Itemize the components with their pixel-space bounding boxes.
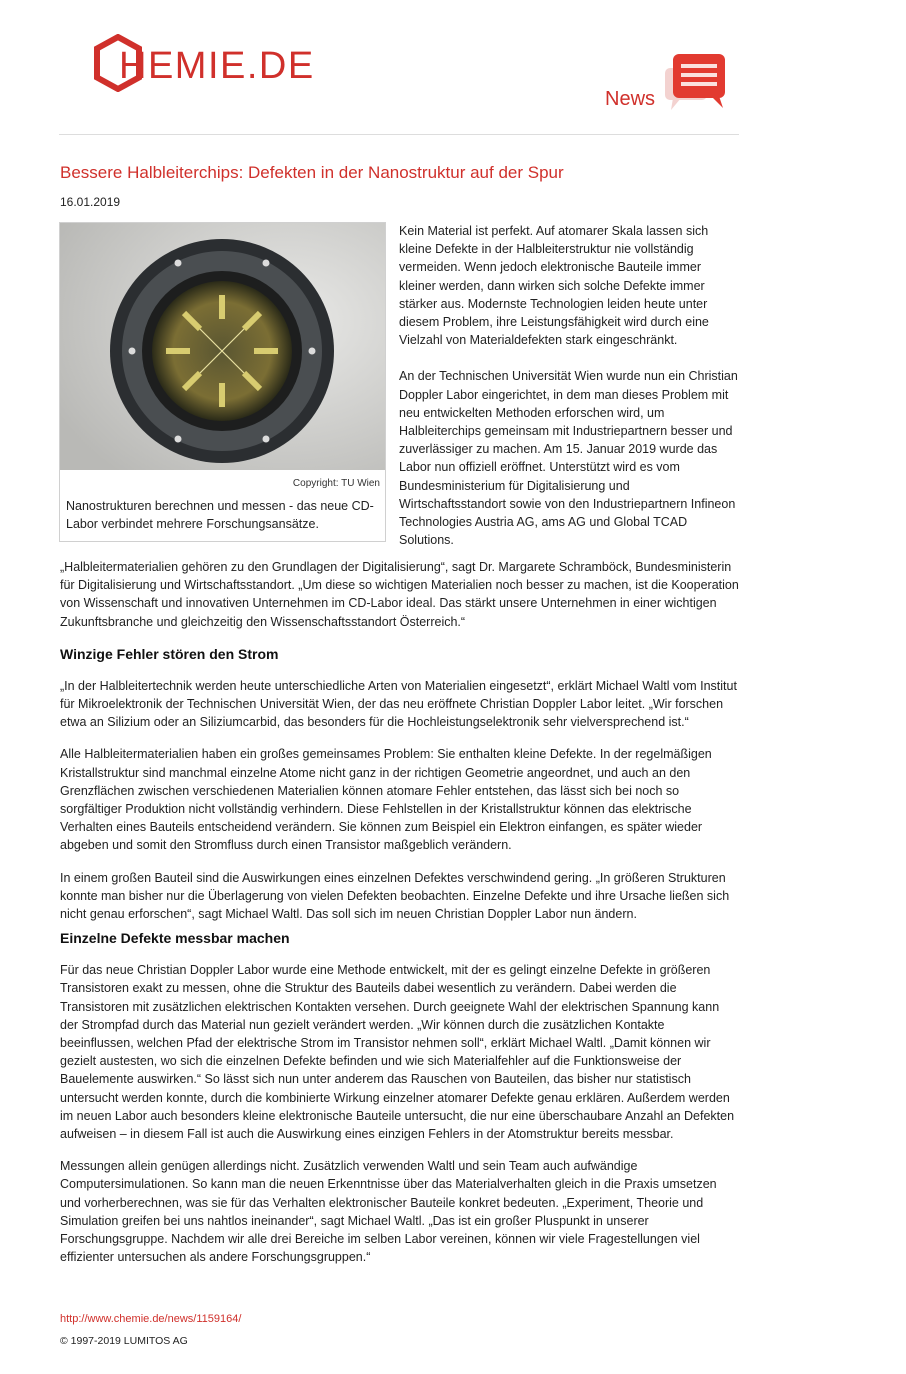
speech-bubble-icon bbox=[663, 54, 737, 116]
site-logo[interactable] bbox=[92, 34, 337, 92]
paragraph: „Halbleitermaterialien gehören zu den Grundlagen der Digitalisierung“, sagt Dr. Margarete Schramböck, Bundesministerin für Digitalisierung und Wirtschaftsstandort. „Um diese so wichtigen Materialien noch besser zu machen, ist die Kooperation von Wissenschaft und innovativen Unternehmen im CD-Labor ideal. Das stärkt unsere Unternehmen in einer wichtigen Zukunftsbranche und gleichzeitig den Wissenschaftsstandort Österreich.“ bbox=[60, 560, 739, 629]
article-figure bbox=[59, 222, 386, 542]
paragraph: „In der Halbleitertechnik werden heute unterschiedliche Arten von Materialien eingesetzt“, erklärt Michael Waltl vom Institut für Mikroelektronik der Technischen Universität Wien, der das neu eröffnete Christian Doppler Labor leitet. „Wir forschen etwa an Silizium oder an Siliziumcarbid, das besonders für die Hochleistungselektronik sehr vielversprechend ist.“ bbox=[60, 678, 737, 730]
intro-text bbox=[399, 222, 739, 567]
paragraph: Alle Halbleitermaterialien haben ein großes gemeinsames Problem: Sie enthalten kleine Defekte. In der regelmäßigen Kristallstruktur sind manchmal einzelne Atome nicht ganz in der richtigen Geometrie angeordnet, und auch an den Grenzflächen zwischen verschiedenen Materialien können atomare Fehler entstehen, das lässt sich bei noch so sorgfältiger Produktion nicht vollständig verhindern. Diese Fehlstellen in der Kristallstruktur können das elektrische Verhalten eines Bauteils entscheidend verändern. Sie können zum Beispiel ein Elektron einfangen, es später wieder abgeben und somit den Stromfluss durch einen Transistor maßgeblich verändern. bbox=[60, 747, 712, 853]
section-heading: Einzelne Defekte messbar machen bbox=[60, 930, 290, 947]
svg-text:HEMIE.DE: HEMIE.DE bbox=[119, 45, 315, 87]
article-date: 16.01.2019 bbox=[60, 195, 121, 209]
image-copyright: Copyright: TU Wien bbox=[292, 478, 380, 489]
source-url-link[interactable]: http://www.chemie.de/news/1159164/ bbox=[60, 1313, 242, 1325]
news-label[interactable]: News bbox=[605, 88, 656, 110]
intro-paragraph: An der Technischen Universität Wien wurde nun ein Christian Doppler Labor eingerichtet, in dem man dieses Problem mit neu entwickelten Methoden erforschen wird, um Halbleiterchips gemeinsam mit Industriepartnern besser und zuverlässiger zu machen. Am 15. Januar 2019 wurde das Labor nun offiziell eröffnet. Unterstützt wird es vom Bundesministerium für Digitalisierung und Wirtschaftsstandort sowie von den Industriepartnern Infineon Technologies Austria AG, ams AG und Global TCAD Solutions. bbox=[399, 369, 738, 548]
article-body bbox=[60, 558, 740, 1281]
nanostructure-photo bbox=[60, 223, 385, 470]
paragraph: In einem großen Bauteil sind die Auswirkungen eines einzelnen Defektes verschwindend gering. „In größeren Strukturen konnte man bisher nur die Überlagerung von vielen Defekten beobachten. Einzelne Defekte und ihre Ursache ließen sich nicht genau erforschen“, sagt Michael Waltl. Das soll sich im neuen Christian Doppler Labor nun ändern. bbox=[60, 870, 730, 922]
paragraph: Messungen allein genügen allerdings nicht. Zusätzlich verwenden Waltl und sein Team auch aufwändige Computersimulationen. So kann man die neuen Erkenntnisse über das Materialverhalten gleich in die Praxis umsetzen und vorherberechnen, was sie für das Verhalten elektronischer Bauteile konkret bedeuten. „Experiment, Theorie und Simulation greifen bei uns nahtlos ineinander“, sagt Michael Waltl. „Das ist ein großer Pluspunkt in unserer Forschungsgruppe. Nachdem wir alle drei Bereiche im selben Labor vereinen, können wir viele Fragestellungen viel effizienter untersuchen als andere Forschungsgruppen.“ bbox=[60, 1159, 717, 1265]
section-heading: Winzige Fehler stören den Strom bbox=[60, 645, 279, 662]
article-title: Bessere Halbleiterchips: Defekten in der Nanostruktur auf der Spur bbox=[60, 163, 564, 182]
image-caption: Nanostrukturen berechnen und messen - das neue CD-Labor verbindet mehrere Forschungsansätze. bbox=[66, 499, 374, 531]
footer-copyright: © 1997-2019 LUMITOS AG bbox=[60, 1335, 188, 1347]
intro-paragraph: Kein Material ist perfekt. Auf atomarer Skala lassen sich kleine Defekte in der Halbleiterstruktur nie vollständig vermeiden. Wenn jedoch elektronische Bauteile immer kleiner werden, dann wirken sich solche Defekte immer stärker aus. Modernste Technologien leiden heute unter diesem Problem, ihre Leistungsfähigkeit wird durch eine Vielzahl von Materialdefekten stark eingeschränkt. bbox=[399, 224, 709, 348]
header bbox=[59, 30, 739, 110]
paragraph: Für das neue Christian Doppler Labor wurde eine Methode entwickelt, mit der es gelingt einzelne Defekte in größeren Transistoren exakt zu messen, ohne die Struktur des Bauteils dabei wesentlich zu verändern. Dabei werden die Transistoren mit zusätzlichen elektrischen Kontakten versehen. Durch geeignete Wahl der elektrischen Spannung kann der Strompfad durch das Material nun gezielt verändert werden. „Wir können durch die zusätzlichen Kontakte beeinflussen, welchen Pfad der elektrische Strom im Transistor nehmen soll“, erklärt Michael Waltl. „Damit können wir gezielt austesten, wo sich die einzelnen Defekte befinden und wie sich Materialfehler auf die Funktionsweise der Bauelemente auswirken.“ So lässt sich nun unter anderem das Rauschen von Bauteilen, das bisher nur statistisch untersucht werden konnte, durch die kombinierte Wirkung einzelner atomarer Defekte genau erklären. Außerdem werden im neuen Labor auch besonders kleine elektronische Bauteile untersucht, die nur eine überschaubare Anzahl an Defekten aufweisen – in diesem Fall ist auch die Auswirkung eines einzigen Fehlers in der Atomstruktur bereits messbar. bbox=[60, 963, 735, 1142]
header-divider bbox=[59, 134, 739, 135]
